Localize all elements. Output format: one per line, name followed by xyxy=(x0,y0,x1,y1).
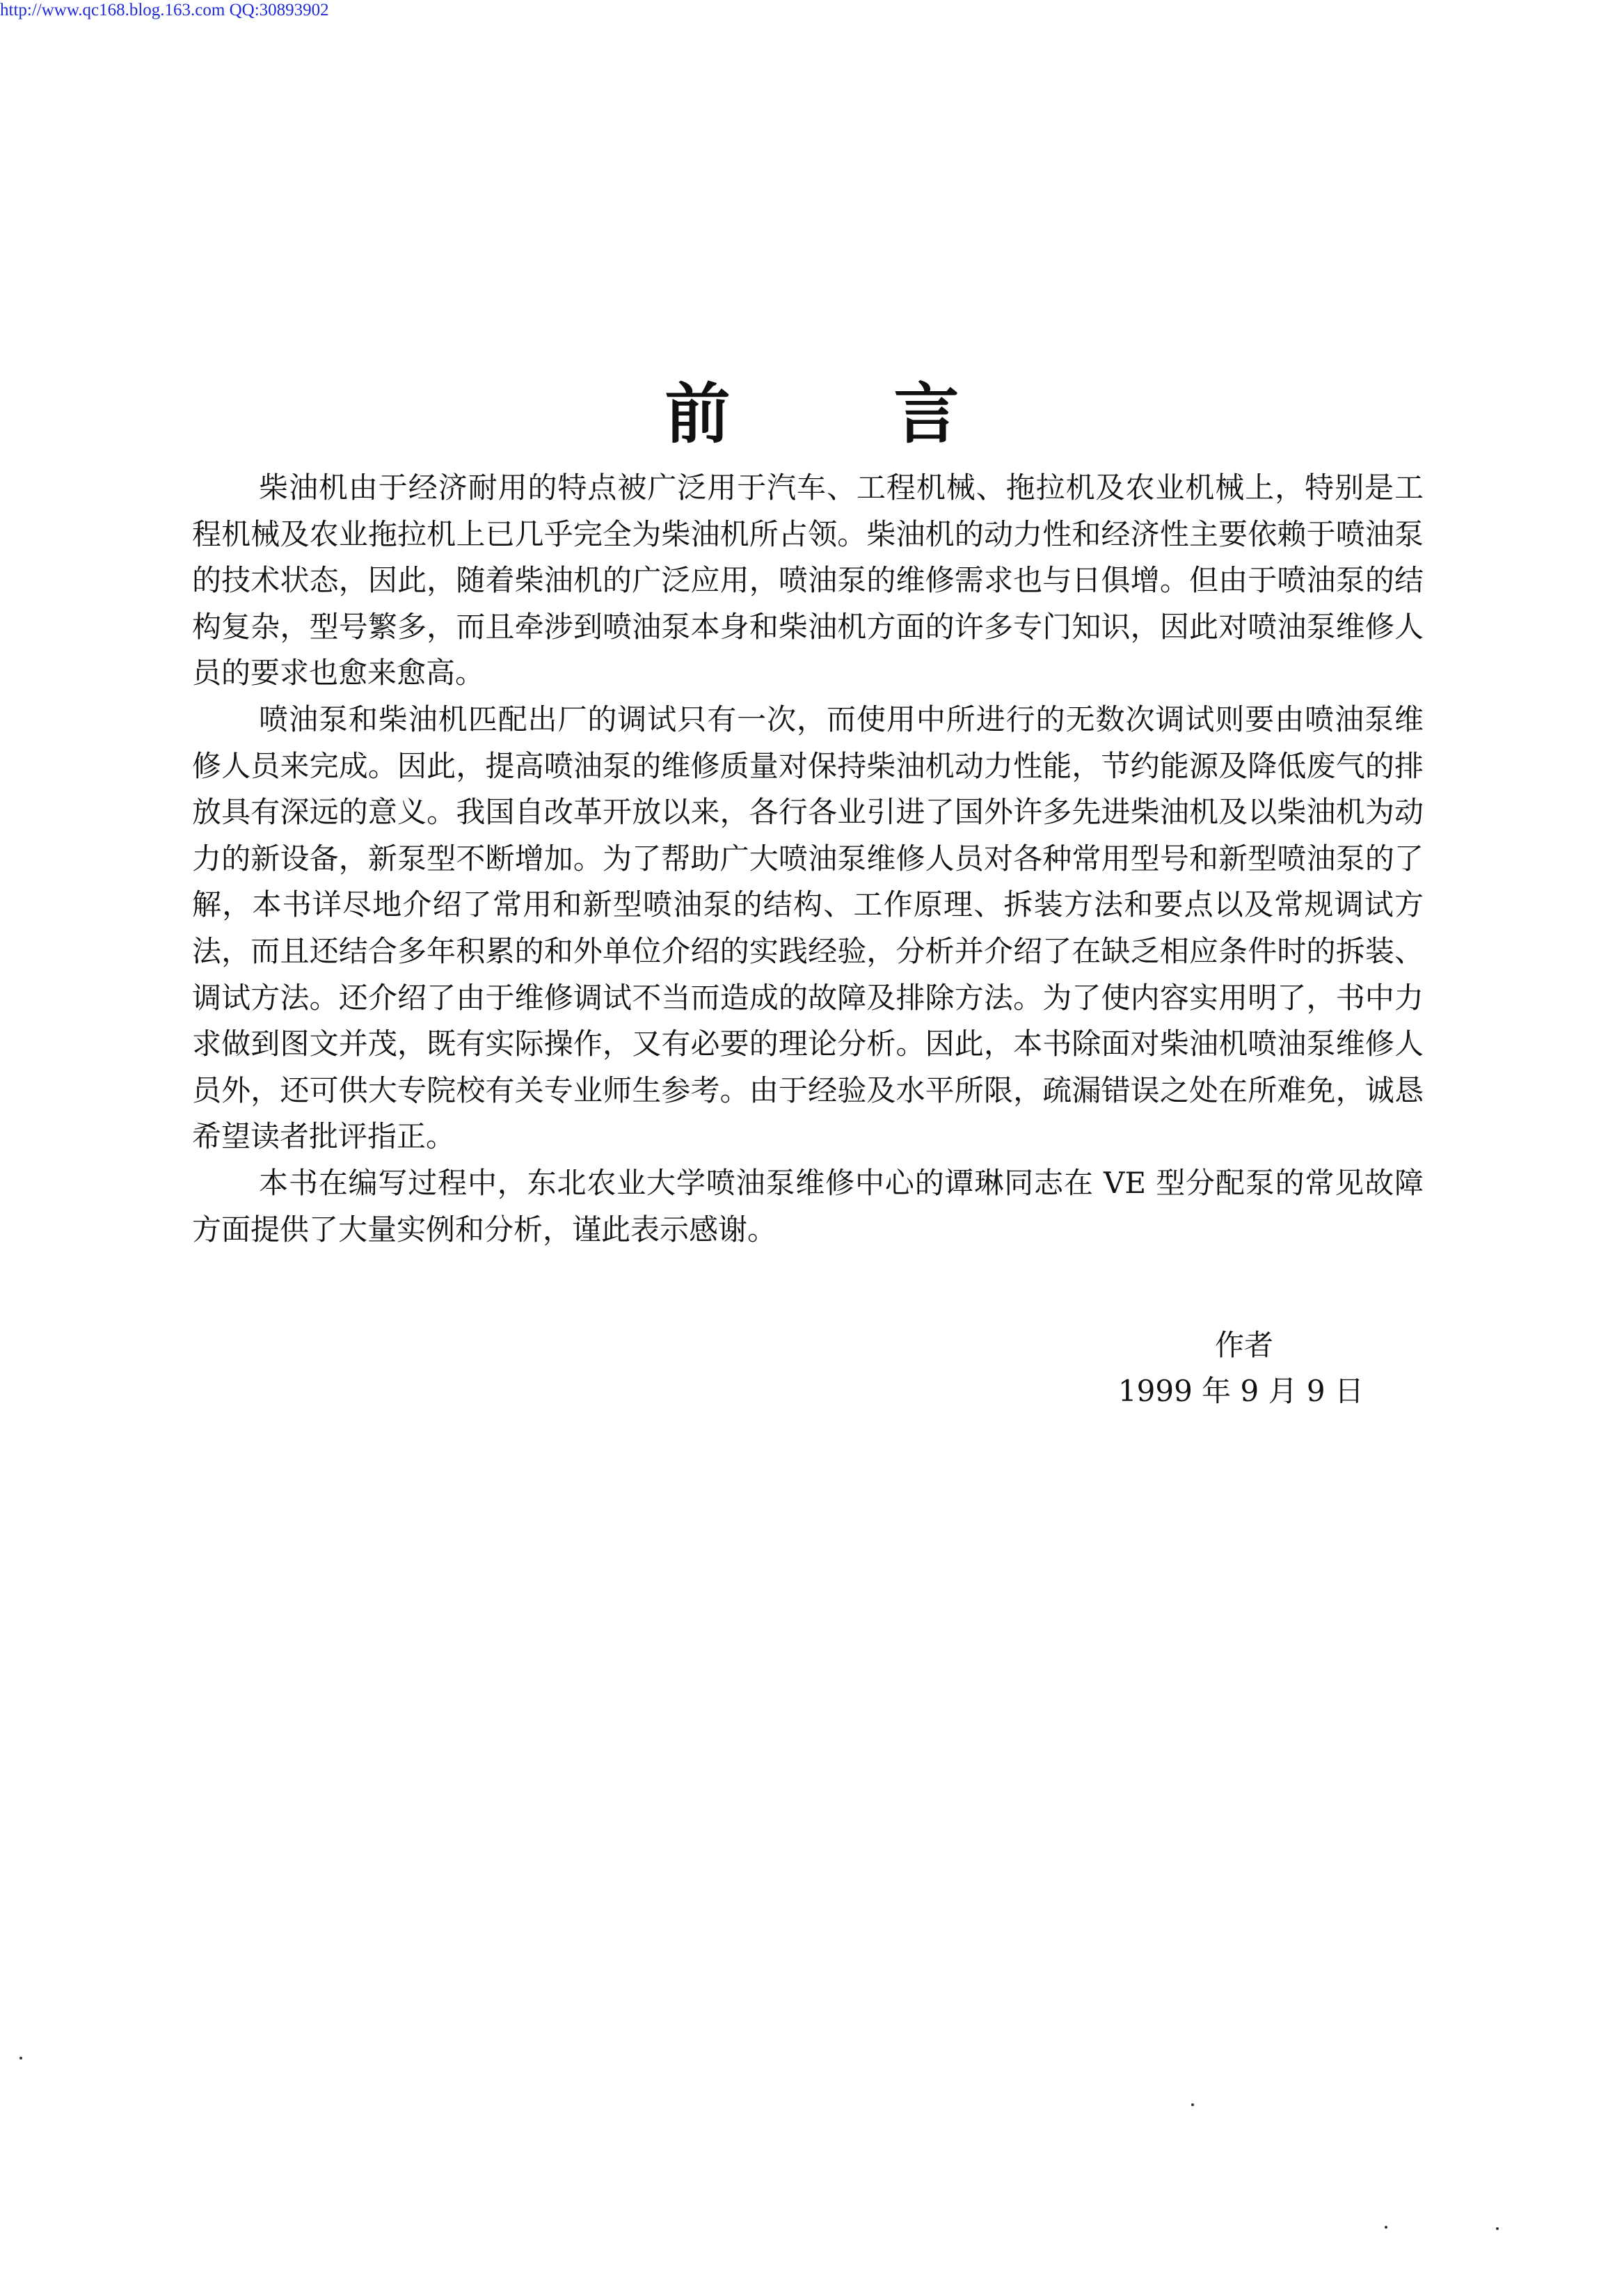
preface-paragraph-1: 柴油机由于经济耐用的特点被广泛用于汽车、工程机械、拖拉机及农业机械上，特别是工程机械及农业拖拉机上已几乎完全为柴油机所占领。柴油机的动力性和经济性主要依赖于喷油泵的技术状态，因此，随着柴油机的广泛应用，喷油泵的维修需求也与日俱增。但由于喷油泵的结构复杂，型号繁多，而且牵涉到喷油泵本身和柴油机方面的许多专门知识，因此对喷油泵维修人员的要求也愈来愈高。 xyxy=(192,471,1424,690)
signature-date: 1999 年 9 月 9 日 xyxy=(1117,1374,1364,1408)
preface-paragraph-3: 本书在编写过程中，东北农业大学喷油泵维修中心的谭琳同志在 VE 型分配泵的常见故障方面提供了大量实例和分析，谨此表示感谢。 xyxy=(192,1165,1424,1247)
scan-speck xyxy=(1191,2103,1194,2106)
scan-speck xyxy=(1496,2227,1499,2230)
preface-body xyxy=(192,465,1424,1253)
signature-block xyxy=(1113,1322,1364,1414)
header-url-link[interactable]: http://www.qc168.blog.163.com QQ:30893902 xyxy=(0,1,329,19)
scan-speck xyxy=(1385,2226,1387,2229)
preface-paragraph-2: 喷油泵和柴油机匹配出厂的调试只有一次，而使用中所进行的无数次调试则要由喷油泵维修人员来完成。因此，提高喷油泵的维修质量对保持柴油机动力性能，节约能源及降低废气的排放具有深远的意义。我国自改革开放以来，各行各业引进了国外许多先进柴油机及以柴油机为动力的新设备，新泵型不断增加。为了帮助广大喷油泵维修人员对各种常用型号和新型喷油泵的了解，本书详尽地介绍了常用和新型喷油泵的结构、工作原理、拆装方法和要点以及常规调试方法，而且还结合多年积累的和外单位介绍的实践经验，分析并介绍了在缺乏相应条件时的拆装、调试方法。还介绍了由于维修调试不当而造成的故障及排除方法。为了使内容实用明了，书中力求做到图文并茂，既有实际操作，又有必要的理论分析。因此，本书除面对柴油机喷油泵维修人员外，还可供大专院校有关专业师生参考。由于经验及水平所限，疏漏错误之处在所难免，诚恳希望读者批评指正。 xyxy=(192,702,1424,1154)
scan-speck xyxy=(19,2057,22,2060)
signature-author: 作者 xyxy=(1214,1328,1273,1362)
page-title: 前言 xyxy=(664,375,1123,452)
